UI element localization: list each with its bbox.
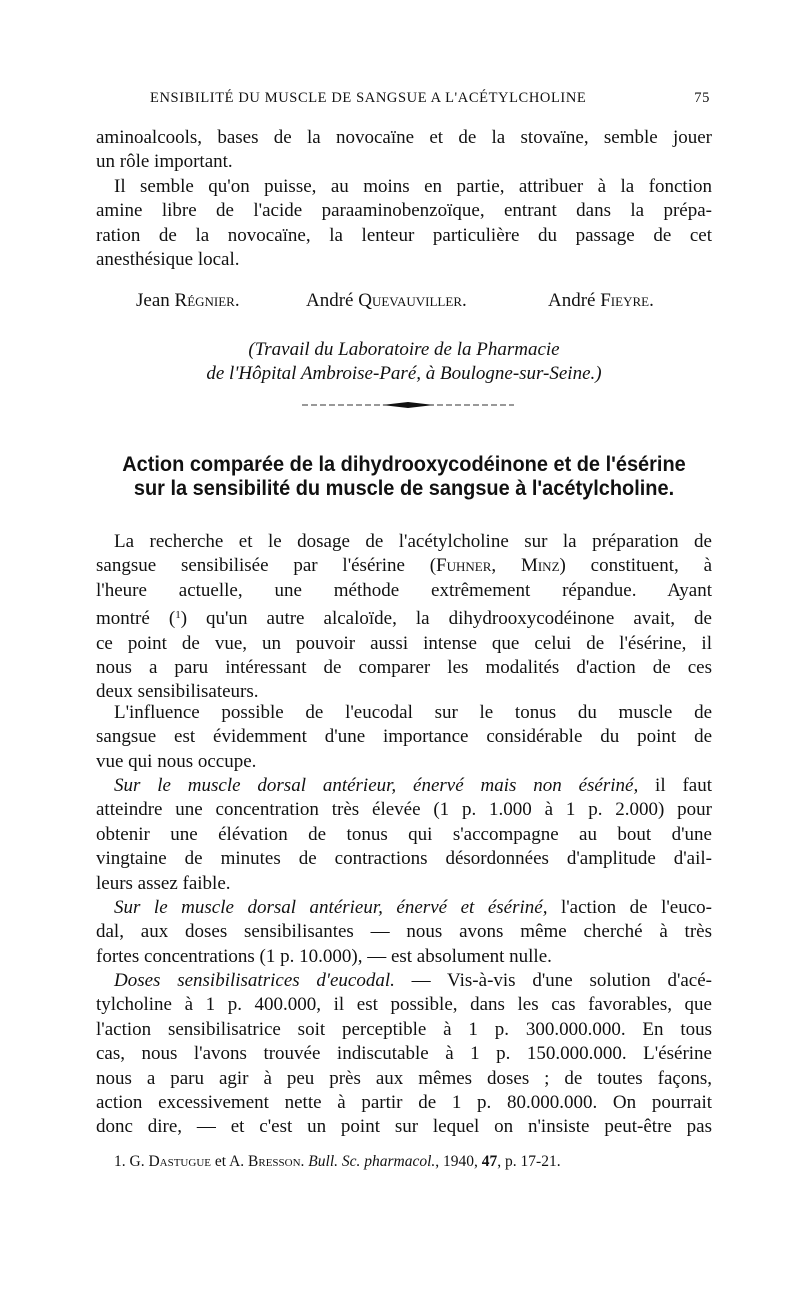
text-line: tylcholine à 1 p. 400.000, il est possible, dans les cas favorables, que [96, 994, 712, 1016]
text-line: leurs assez faible. [96, 872, 231, 894]
article-title-line: Action comparée de la dihydrooxycodéinone et de l'ésérine [122, 453, 686, 476]
body-paragraph-2 [96, 701, 712, 774]
page-number: 75 [694, 90, 710, 106]
text-line: La recherche et le dosage de l'acétylcholine sur la préparation de [114, 531, 712, 552]
text-line: nous a paru intéressant de comparer les modalités d'action de ces [96, 657, 712, 679]
body-paragraph-3 [96, 774, 712, 896]
article-title [111, 453, 696, 501]
laboratory-affiliation [96, 338, 712, 387]
author-name: Fuhner [436, 555, 492, 577]
text-line: Sur le muscle dorsal antérieur, énervé mais non ésériné, il faut [114, 775, 712, 796]
article-title-line: sur la sensibilité du muscle de sangsue à l'acétylcholine. [133, 477, 675, 500]
text-line: sangsue est évidemment d'une importance considérable du point de [96, 726, 712, 748]
text-line: aminoalcools, bases de la novocaïne et de la stovaïne, semble jouer [96, 127, 712, 148]
text-line: l'action sensibilisatrice soit perceptible à 1 p. 300.000.000. En tous [96, 1018, 712, 1040]
text-line: Doses sensibilisatrices d'eucodal. — Vis-à-vis d'une solution d'acé- [114, 970, 712, 991]
footnote-author: Dastugue [148, 1153, 211, 1170]
journal-name: Bull. Sc. pharmacol. [308, 1153, 436, 1170]
italic-heading: Sur le muscle dorsal antérieur, énervé et ésériné, [114, 897, 548, 918]
text-line: un rôle important. [96, 151, 233, 173]
text-line: atteindre une concentration très élevée (1 p. 1.000 à 1 p. 2.000) pour [96, 799, 712, 821]
text-line: montré ($^1$) qu'un autre alcaloïde, la dihydrooxycodéinone avait, de [96, 608, 712, 630]
text-line: vue qui nous occupe. [96, 750, 257, 772]
text-line: dal, aux doses sensibilisantes — nous avons même cherché à très [96, 921, 712, 943]
section-divider [302, 400, 514, 410]
text-line: donc dire, — et c'est un point sur lequel on n'insiste peut-être pas [96, 1116, 712, 1138]
intro-paragraph [96, 126, 712, 272]
text-line: amine libre de l'acide paraaminobenzoïque, entrant dans la prépa- [96, 200, 712, 222]
footnote: 1. G. Dastugue et A. Bresson. Bull. Sc. pharmacol., 1940, 47, p. 17-21. [114, 1153, 561, 1170]
text-line: sangsue sensibilisée par l'ésérine (Fuhner, Minz) constituent, à [96, 555, 713, 577]
body-paragraph-1 [96, 530, 712, 705]
author-fieyre: André Fieyre. [548, 290, 654, 311]
text-line: Il semble qu'on puisse, au moins en partie, attribuer à la fonction [114, 175, 712, 197]
author-name: Minz [520, 555, 560, 577]
footnote-author: Bresson [248, 1153, 301, 1170]
text-line: l'heure actuelle, une méthode extrêmement répandue. Ayant [96, 579, 712, 601]
text-line: vingtaine de minutes de contractions désordonnées d'amplitude d'ail- [96, 848, 712, 870]
body-paragraph-4 [96, 896, 712, 969]
italic-heading: Sur le muscle dorsal antérieur, énervé mais non ésériné, [114, 775, 639, 796]
text-line: cas, nous l'avons trouvée indiscutable à 1 p. 150.000.000. L'ésérine [96, 1043, 712, 1065]
author-regnier: Jean Régnier. [136, 290, 240, 311]
text-line: nous a paru agir à peu près aux mêmes doses ; de toutes façons, [96, 1067, 712, 1089]
body-paragraph-5 [96, 969, 712, 1140]
text-line: obtenir une élévation de tonus qui s'accompagne au bout d'une [96, 823, 712, 845]
text-line: Sur le muscle dorsal antérieur, énervé et ésériné, l'action de l'euco- [114, 897, 712, 918]
volume-number: 47 [481, 1153, 498, 1170]
affiliation-line: (Travail du Laboratoire de la Pharmacie [248, 339, 560, 360]
text-line: L'influence possible de l'eucodal sur le tonus du muscle de [114, 702, 712, 723]
footnote-marker: 1 [175, 609, 181, 622]
running-head-title: ENSIBILITÉ DU MUSCLE DE SANGSUE A L'ACÉTYLCHOLINE [150, 90, 587, 106]
text-line: anesthésique local. [96, 249, 240, 271]
text-line: ration de la novocaïne, la lenteur particulière du passage de cet [96, 224, 712, 246]
text-line: fortes concentrations (1 p. 10.000), — est absolument nulle. [96, 945, 552, 967]
affiliation-line: de l'Hôpital Ambroise-Paré, à Boulogne-sur-Seine.) [206, 363, 602, 385]
text-line: action excessivement nette à partir de 1 p. 80.000.000. On pourrait [96, 1092, 712, 1114]
text-line: deux sensibilisateurs. [96, 681, 259, 703]
text-line: ce point de vue, un pouvoir aussi intense que celui de l'ésérine, il [96, 632, 712, 654]
italic-heading: Doses sensibilisatrices d'eucodal. [114, 970, 395, 991]
running-head [150, 90, 710, 107]
author-quevauviller: André Quevauviller. [306, 290, 467, 311]
